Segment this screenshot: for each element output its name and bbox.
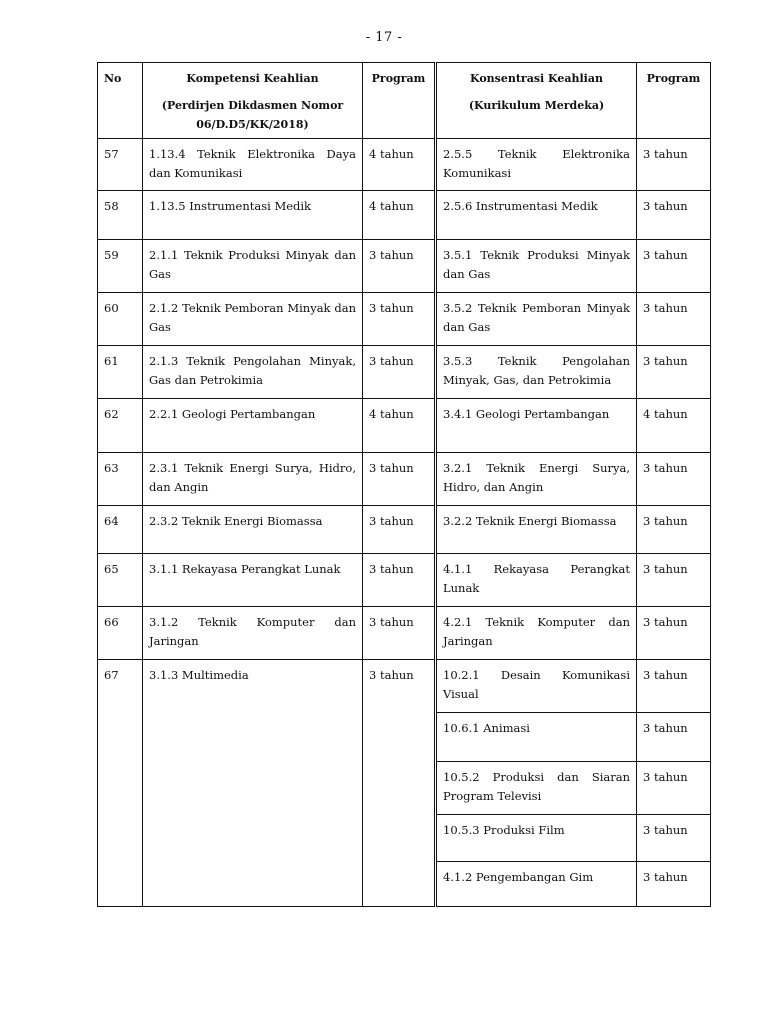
row-no: 64 [98, 506, 143, 554]
table-row [98, 346, 711, 399]
competency-table [97, 62, 711, 907]
row-program-left: 3 tahun [363, 554, 436, 607]
header-kompetensi: Kompetensi Keahlian (Perdirjen Dikdasmen Nomor 06/D.D5/KK/2018) [143, 63, 363, 139]
row-program-right: 3 tahun [637, 139, 711, 191]
row-kompetensi: 2.1.1 Teknik Produksi Minyak dan Gas [143, 240, 363, 293]
table-row [98, 607, 711, 660]
row-program-right: 3 tahun [637, 293, 711, 346]
row-program-right: 3 tahun [637, 453, 711, 506]
table-row [98, 399, 711, 453]
row-program-left: 4 tahun [363, 399, 436, 453]
row-konsentrasi: 3.4.1 Geologi Pertambangan [436, 399, 637, 453]
row-kompetensi: 3.1.2 Teknik Komputer dan Jaringan [143, 607, 363, 660]
header-program-left: Program [363, 63, 436, 139]
row-kompetensi: 2.3.1 Teknik Energi Surya, Hidro, dan Angin [143, 453, 363, 506]
row-program-left: 3 tahun [363, 660, 436, 907]
row-no: 65 [98, 554, 143, 607]
row-konsentrasi: 3.5.2 Teknik Pemboran Minyak dan Gas [436, 293, 637, 346]
row-no: 66 [98, 607, 143, 660]
row-kompetensi: 1.13.5 Instrumentasi Medik [143, 191, 363, 240]
row-no: 58 [98, 191, 143, 240]
page-number: - 17 - [365, 30, 403, 45]
row-program-right: 3 tahun [637, 607, 711, 660]
row-konsentrasi: 3.5.3 Teknik Pengolahan Minyak, Gas, dan Petrokimia [436, 346, 637, 399]
row-kompetensi: 2.1.2 Teknik Pemboran Minyak dan Gas [143, 293, 363, 346]
subrow-konsentrasi: 10.5.3 Produksi Film [436, 815, 637, 862]
row-program-left: 3 tahun [363, 240, 436, 293]
table-row [98, 240, 711, 293]
table-row [98, 554, 711, 607]
row-konsentrasi: 4.1.1 Rekayasa Perangkat Lunak [436, 554, 637, 607]
row-konsentrasi: 3.2.1 Teknik Energi Surya, Hidro, dan Angin [436, 453, 637, 506]
row-konsentrasi: 3.5.1 Teknik Produksi Minyak dan Gas [436, 240, 637, 293]
row-no: 57 [98, 139, 143, 191]
row-program-right: 4 tahun [637, 399, 711, 453]
subrow-program-right: 3 tahun [637, 815, 711, 862]
row-konsentrasi: 4.2.1 Teknik Komputer dan Jaringan [436, 607, 637, 660]
header-konsentrasi: Konsentrasi Keahlian (Kurikulum Merdeka) [436, 63, 637, 139]
subrow-konsentrasi: 10.6.1 Animasi [436, 713, 637, 762]
row-konsentrasi: 2.5.5 Teknik Elektronika Komunikasi [436, 139, 637, 191]
row-no: 62 [98, 399, 143, 453]
subrow-konsentrasi: 10.5.2 Produksi dan Siaran Program Televisi [436, 762, 637, 815]
row-no: 61 [98, 346, 143, 399]
row-kompetensi: 2.2.1 Geologi Pertambangan [143, 399, 363, 453]
row-no: 67 [98, 660, 143, 907]
header-program-right: Program [637, 63, 711, 139]
row-no: 63 [98, 453, 143, 506]
subrow-konsentrasi: 4.1.2 Pengembangan Gim [436, 862, 637, 907]
table-row [98, 191, 711, 240]
row-program-left: 3 tahun [363, 607, 436, 660]
table-row [98, 139, 711, 191]
table-row [98, 506, 711, 554]
row-program-right: 3 tahun [637, 554, 711, 607]
row-kompetensi: 1.13.4 Teknik Elektronika Daya dan Komunikasi [143, 139, 363, 191]
subrow-program-right: 3 tahun [637, 862, 711, 907]
row-no: 59 [98, 240, 143, 293]
row-kompetensi: 2.1.3 Teknik Pengolahan Minyak, Gas dan Petrokimia [143, 346, 363, 399]
row-kompetensi: 2.3.2 Teknik Energi Biomassa [143, 506, 363, 554]
row-program-left: 4 tahun [363, 139, 436, 191]
row-kompetensi: 3.1.1 Rekayasa Perangkat Lunak [143, 554, 363, 607]
row-konsentrasi: 10.2.1 Desain Komunikasi Visual [436, 660, 637, 713]
row-program-right: 3 tahun [637, 191, 711, 240]
row-program-right: 3 tahun [637, 240, 711, 293]
row-kompetensi: 3.1.3 Multimedia [143, 660, 363, 907]
row-program-left: 3 tahun [363, 506, 436, 554]
row-program-right: 3 tahun [637, 660, 711, 713]
row-no: 60 [98, 293, 143, 346]
header-no: No [98, 63, 143, 139]
row-program-left: 3 tahun [363, 293, 436, 346]
table-row [98, 660, 711, 713]
subrow-program-right: 3 tahun [637, 762, 711, 815]
row-program-right: 3 tahun [637, 346, 711, 399]
row-program-right: 3 tahun [637, 506, 711, 554]
subrow-program-right: 3 tahun [637, 713, 711, 762]
table-row [98, 293, 711, 346]
row-konsentrasi: 2.5.6 Instrumentasi Medik [436, 191, 637, 240]
table-header-row [98, 63, 711, 139]
row-program-left: 4 tahun [363, 191, 436, 240]
row-konsentrasi: 3.2.2 Teknik Energi Biomassa [436, 506, 637, 554]
table-row [98, 453, 711, 506]
row-program-left: 3 tahun [363, 453, 436, 506]
row-program-left: 3 tahun [363, 346, 436, 399]
